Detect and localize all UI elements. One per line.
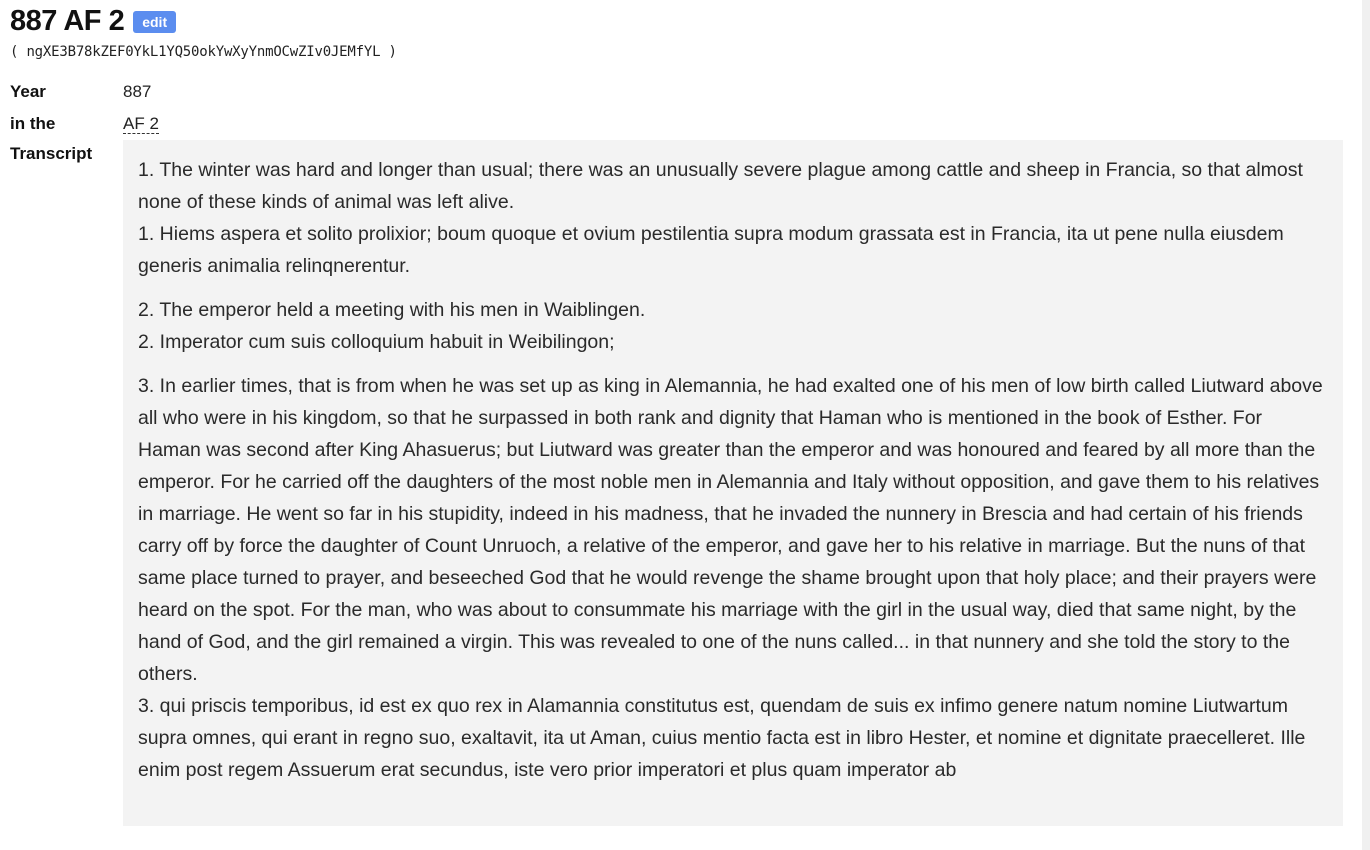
record-fields (10, 76, 1350, 826)
transcript-label: Transcript (10, 144, 93, 163)
year-row (10, 76, 1350, 108)
english-text: 2. The emperor held a meeting with his men in Waiblingen. (138, 299, 646, 321)
source-label: in the (10, 114, 56, 133)
page-title: 887 AF 2 (10, 5, 125, 37)
scrollbar[interactable] (1362, 0, 1370, 850)
transcript-panel (123, 140, 1343, 826)
record-page (10, 0, 1350, 826)
transcript-paragraph (138, 294, 1328, 358)
latin-text: 2. Imperator cum suis colloquium habuit in Weibilingon; (138, 331, 615, 353)
record-hash: ( ngXE3B78kZEF0YkL1YQ50okYwXyYnmOCwZIv0JEMfYL ) (10, 44, 397, 60)
year-label: Year (10, 82, 46, 101)
source-row (10, 108, 1350, 140)
english-text: 1. The winter was hard and longer than usual; there was an unusually severe plague among cattle and sheep in Francia, so that almost none of these kinds of animal was left alive. (138, 159, 1303, 213)
latin-text: 1. Hiems aspera et solito prolixior; boum quoque et ovium pestilentia supra modum grassata est in Francia, ita ut pene nulla eiusdem generis animalia relinqnerentur. (138, 223, 1284, 277)
edit-button[interactable]: edit (133, 11, 176, 33)
transcript-row (10, 140, 1350, 826)
title-row (10, 1, 1350, 41)
transcript-paragraph (138, 370, 1328, 786)
year-value: 887 (123, 82, 152, 101)
english-text: 3. In earlier times, that is from when he was set up as king in Alemannia, he had exalted one of his men of low birth called Liutward above all who were in his kingdom, so that he surpassed in both rank and dignity that Haman who is mentioned in the book of Esther. For Haman was second after King Ahasuerus; but Liutward was greater than the emperor and was honoured and feared by all more than the emperor. For he carried off the daughters of the most noble men in Alemannia and Italy without opposition, and gave them to his relatives in marriage. He went so far in his stupidity, indeed in his madness, that he invaded the nunnery in Brescia and had certain of his friends carry off by force the daughter of Count Unruoch, a relative of the emperor, and gave her to his relative in marriage. But the nuns of that same place turned to prayer, and beseeched God that he would revenge the shame brought upon that holy place; and their prayers were heard on the spot. For the man, who was about to consummate his marriage with the girl in the usual way, died that same night, by the hand of God, and the girl remained a virgin. This was revealed to one of the nuns called... in that nunnery and she told the story to the others. (138, 375, 1323, 685)
latin-text: 3. qui priscis temporibus, id est ex quo rex in Alamannia constitutus est, quendam de suis ex infimo genere natum nomine Liutwartum supra omnes, qui erant in regno suo, exaltavit, ita ut Aman, cuius mentio facta est in libro Hester, et nomine et dignitate praecelleret. Ille enim post regem Assuerum erat secundus, iste vero prior imperatori et plus quam imperator ab (138, 695, 1306, 781)
source-link[interactable]: AF 2 (123, 114, 159, 133)
transcript-paragraph (138, 154, 1328, 282)
source-value-wrap (123, 108, 159, 140)
